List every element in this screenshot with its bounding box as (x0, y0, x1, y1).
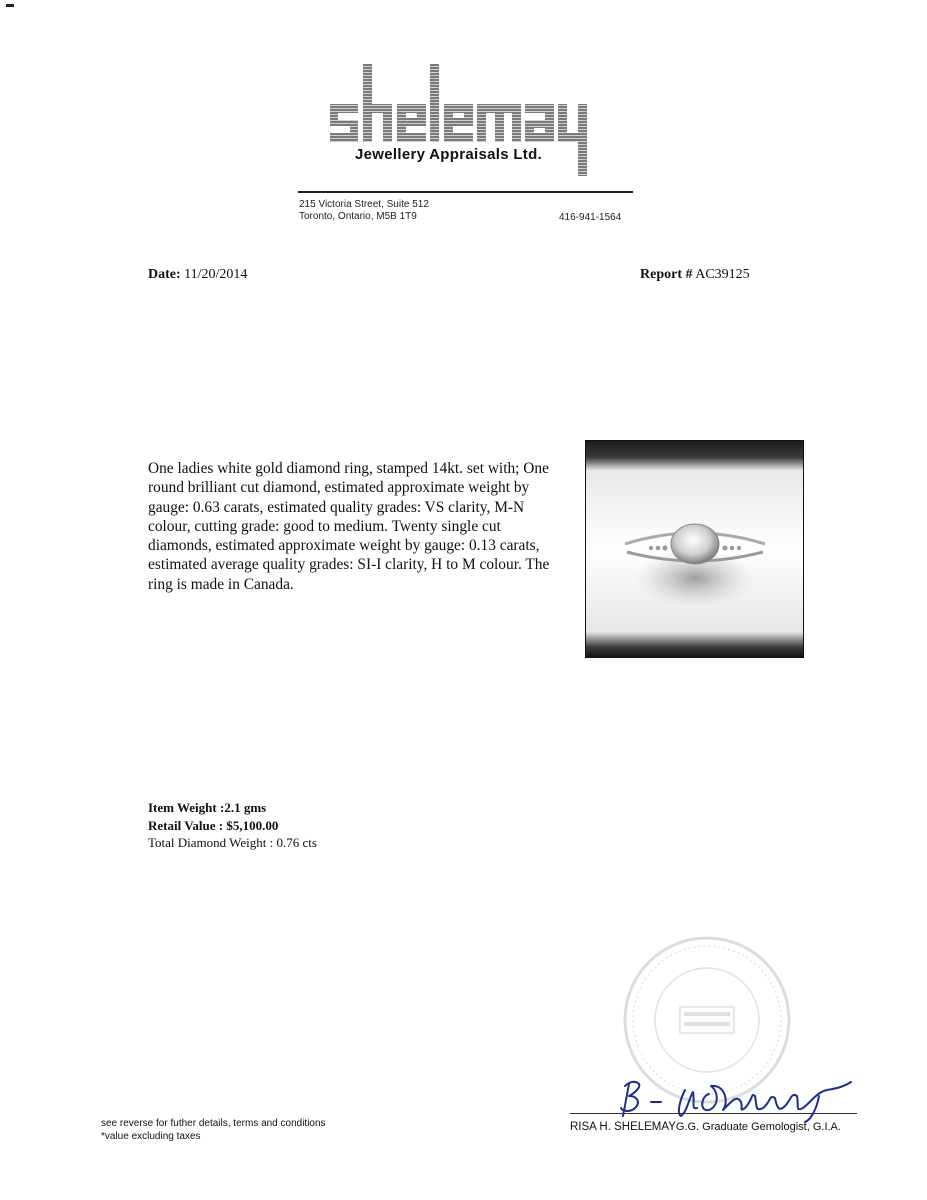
footer-terms-note: see reverse for futher details, terms and conditions (101, 1118, 326, 1129)
retail-value-amount: $5,100.00 (226, 817, 279, 833)
date-value: 11/20/2014 (184, 267, 248, 282)
item-weight-row (148, 799, 317, 817)
item-weight-label: Item Weight : (148, 800, 225, 815)
item-weight-value: 2.1 gms (224, 800, 267, 815)
scan-corner-mark (6, 4, 14, 7)
signer-name: RISA H. SHELEMAY (570, 1121, 676, 1133)
phone-number: 416-941-1564 (559, 212, 622, 223)
signature-line (570, 1113, 857, 1114)
handwritten-signature (605, 1072, 860, 1124)
address-line-2: Toronto, Ontario, M5B 1T9 (299, 211, 417, 222)
signer-block (570, 1121, 841, 1133)
retail-value-row (148, 817, 317, 835)
retail-value-label: Retail Value : (148, 817, 224, 833)
total-diamond-row (148, 834, 317, 852)
footer-tax-note: *value excluding taxes (101, 1131, 201, 1142)
address-line-1: 215 Victoria Street, Suite 512 (299, 199, 429, 210)
signer-title: G.G. Graduate Gemologist, G.I.A. (675, 1121, 841, 1133)
date-label: Date: (148, 267, 181, 282)
item-description: One ladies white gold diamond ring, stamped 14kt. set with; One round brilliant cut diamond, estimated approximate weight by gauge: 0.63 carats, estimated quality grades: VS clarity, M-N colour, cutting grade: good to medium. Twenty single cut diamonds, estimated approximate weight by gauge: 0.13 carats, estimated average quality grades: SI-I clarity, H to M colour. The ring is made in Canada. (148, 460, 550, 593)
ring-photo (585, 440, 804, 658)
report-value: AC39125 (695, 267, 750, 282)
item-specs (148, 799, 317, 852)
report-number (640, 267, 750, 283)
letterhead-divider (298, 191, 633, 193)
total-diamond-label: Total Diamond Weight : (148, 835, 274, 850)
report-label: Report # (640, 267, 693, 282)
total-diamond-value: 0.76 cts (276, 835, 317, 850)
report-date (148, 267, 247, 283)
company-tagline: Jewellery Appraisals Ltd. (355, 146, 543, 163)
